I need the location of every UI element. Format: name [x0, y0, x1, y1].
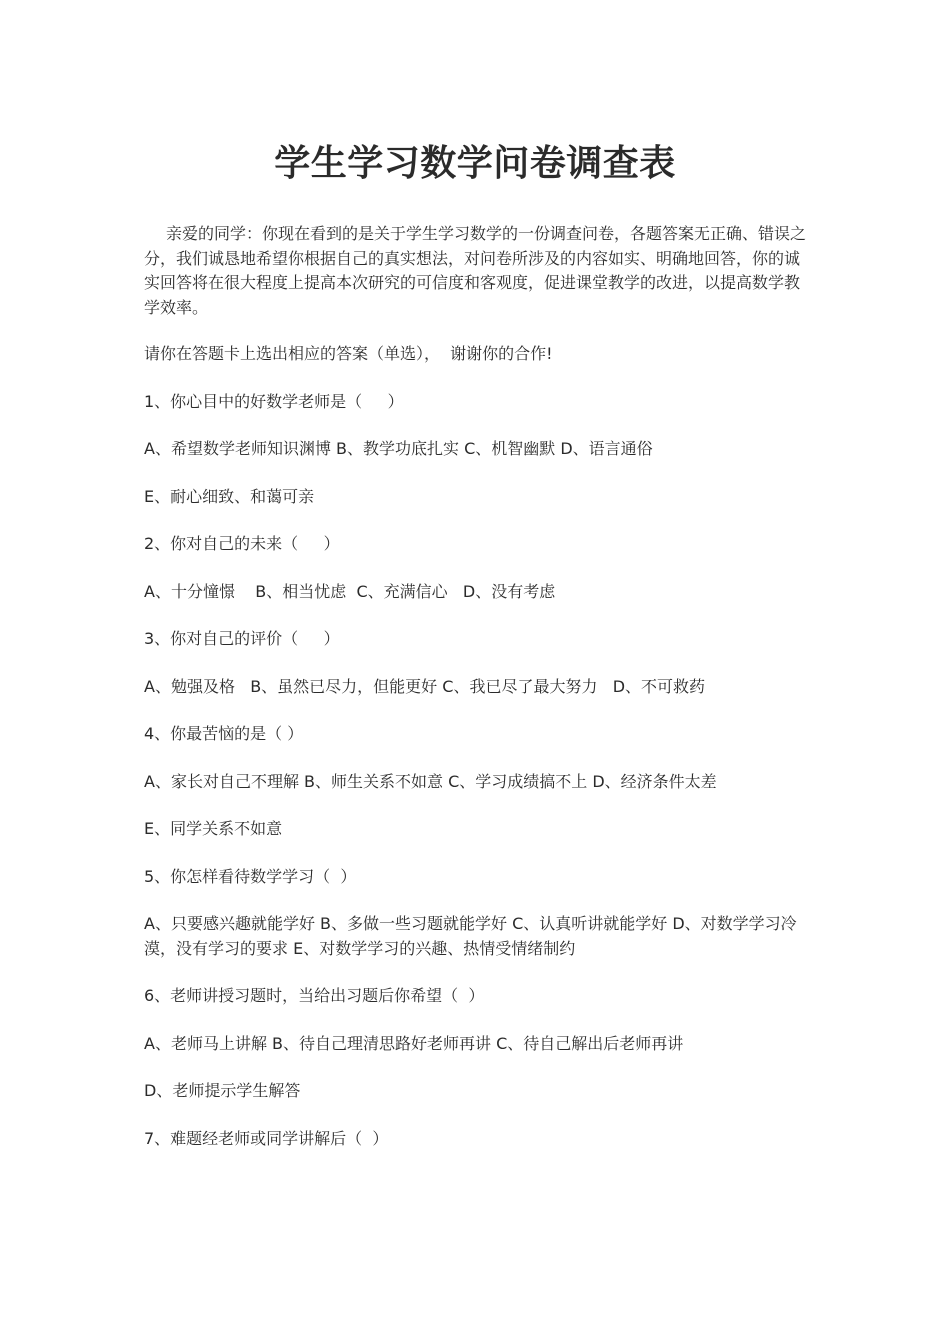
page-title: 学生学习数学问卷调查表 [274, 143, 676, 184]
question-4-options: A、家长对自己不理解 B、师生关系不如意 C、学习成绩搞不上 D、经济条件太差 [144, 771, 717, 791]
question-5: 5、你怎样看待数学学习（ ） [144, 866, 357, 886]
question-3-options: A、勉强及格 B、虽然已尽力，但能更好 C、我已尽了最大努力 D、不可救药 [144, 676, 706, 696]
question-6-options: A、老师马上讲解 B、待自己理清思路好老师再讲 C、待自己解出后老师再讲 [144, 1033, 684, 1053]
question-7: 7、难题经老师或同学讲解后（ ） [144, 1128, 389, 1148]
instruction-paragraph: 请你在答题卡上选出相应的答案（单选）， 谢谢你的合作! [144, 344, 553, 363]
question-5-options: A、只要感兴趣就能学好 B、多做一些习题就能学好 C、认真听讲就能学好 D、对数学学习冷漠，没有学习的要求 E、对数学学习的兴趣、热情受情绪制约 [144, 914, 797, 958]
question-4: 4、你最苦恼的是（ ） [144, 724, 304, 743]
question-2: 2、你对自己的未来（ ） [144, 534, 340, 553]
question-2-options: A、十分憧憬 B、相当忧虑 C、充满信心 D、没有考虑 [144, 581, 556, 601]
question-6-options-cont: D、老师提示学生解答 [144, 1081, 301, 1100]
question-6: 6、老师讲授习题时，当给出习题后你希望（ ） [144, 986, 485, 1005]
question-1-options-cont: E、耐心细致、和蔼可亲 [144, 486, 315, 506]
document-body [144, 222, 810, 1174]
intro-paragraph: 亲爱的同学：你现在看到的是关于学生学习数学的一份调查问卷，各题答案无正确、错误之分，我们诚恳地希望你根据自己的真实想法，对问卷所涉及的内容如实、明确地回答，你的诚实回答将在很大程度上提高本次研究的可信度和客观度，促进课堂教学的改进，以提高数学教学效率。 [144, 224, 807, 317]
question-1-options: A、希望数学老师知识渊博 B、教学功底扎实 C、机智幽默 D、语言通俗 [144, 439, 653, 458]
question-3: 3、你对自己的评价（ ） [144, 629, 340, 648]
question-4-options-cont: E、同学关系不如意 [144, 819, 283, 838]
question-1: 1、你心目中的好数学老师是（ ） [144, 391, 404, 411]
